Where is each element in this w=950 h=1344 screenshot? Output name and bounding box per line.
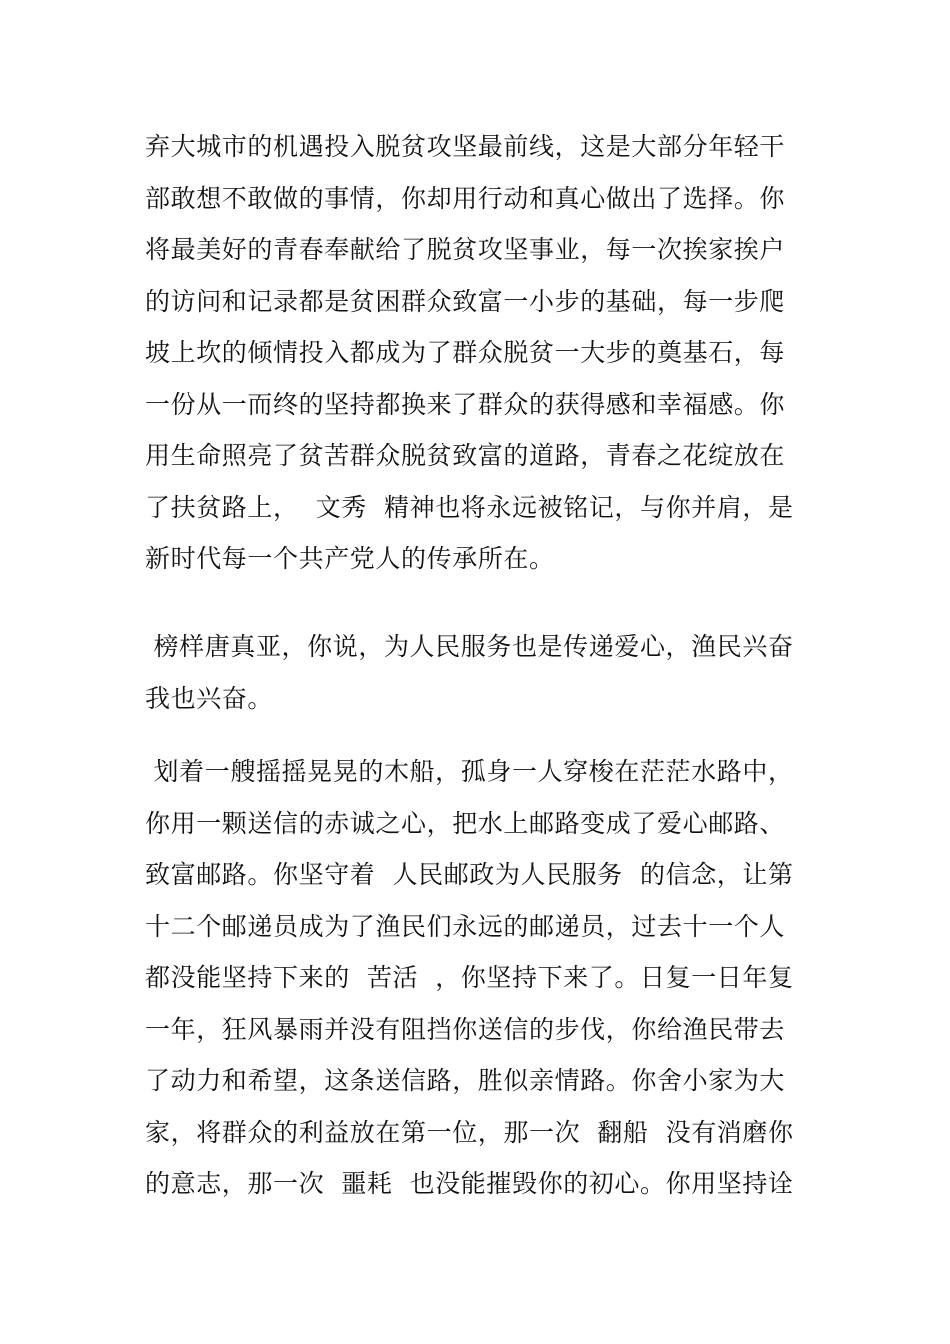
text-line: 十二个邮递员成为了渔民们永远的邮递员，过去十一个人 <box>145 911 786 941</box>
text-line: 了动力和希望，这条送信路，胜似亲情路。你舍小家为大 <box>145 1066 786 1095</box>
text-line: 我也兴奋。 <box>145 683 274 713</box>
text-line: 用生命照亮了贫苦群众脱贫致富的道路，青春之花绽放在 <box>145 441 786 470</box>
text-line: 榜样唐真亚，你说，为人民服务也是传递爱心，渔民兴奋 <box>145 632 794 661</box>
text-line: 了扶贫路上， 文秀 精神也将永远被铭记，与你并肩，是 <box>145 492 794 522</box>
text-line: 都没能坚持下来的 苦活 ，你坚持下来了。日复一日年复 <box>145 963 794 992</box>
text-line: 一年，狂风暴雨并没有阻挡你送信的步伐，你给渔民带去 <box>145 1014 786 1044</box>
text-line: 弃大城市的机遇投入脱贫攻坚最前线，这是大部分年轻干 <box>145 132 786 161</box>
text-line: 划着一艘摇摇晃晃的木船，孤身一人穿梭在茫茫水路中， <box>145 757 794 786</box>
text-line: 部敢想不敢做的事情，你却用行动和真心做出了选择。你 <box>145 183 786 213</box>
text-line: 将最美好的青春奉献给了脱贫攻坚事业，每一次挨家挨户 <box>145 235 786 264</box>
text-line: 你用一颗送信的赤诚之心，把水上邮路变成了爱心邮路、 <box>145 808 786 838</box>
text-line: 致富邮路。你坚守着 人民邮政为人民服务 的信念，让第 <box>145 860 794 889</box>
paragraph-wenxiu <box>145 121 810 585</box>
text-line: 坡上坎的倾情投入都成为了群众脱贫一大步的奠基石，每 <box>145 338 786 367</box>
text-line: 的访问和记录都是贫困群众致富一小步的基础，每一步爬 <box>145 286 786 316</box>
text-line: 的意志，那一次 噩耗 也没能摧毁你的初心。你用坚持诠 <box>145 1169 794 1198</box>
text-line: 一份从一而终的坚持都换来了群众的获得感和幸福感。你 <box>145 389 786 419</box>
text-line: 新时代每一个共产党人的传承所在。 <box>145 544 555 573</box>
paragraph-tang-zhenya-story <box>145 746 810 1210</box>
text-line: 家，将群众的利益放在第一位，那一次 翻船 没有消磨你 <box>145 1117 794 1147</box>
paragraph-tang-zhenya-intro <box>145 621 810 724</box>
